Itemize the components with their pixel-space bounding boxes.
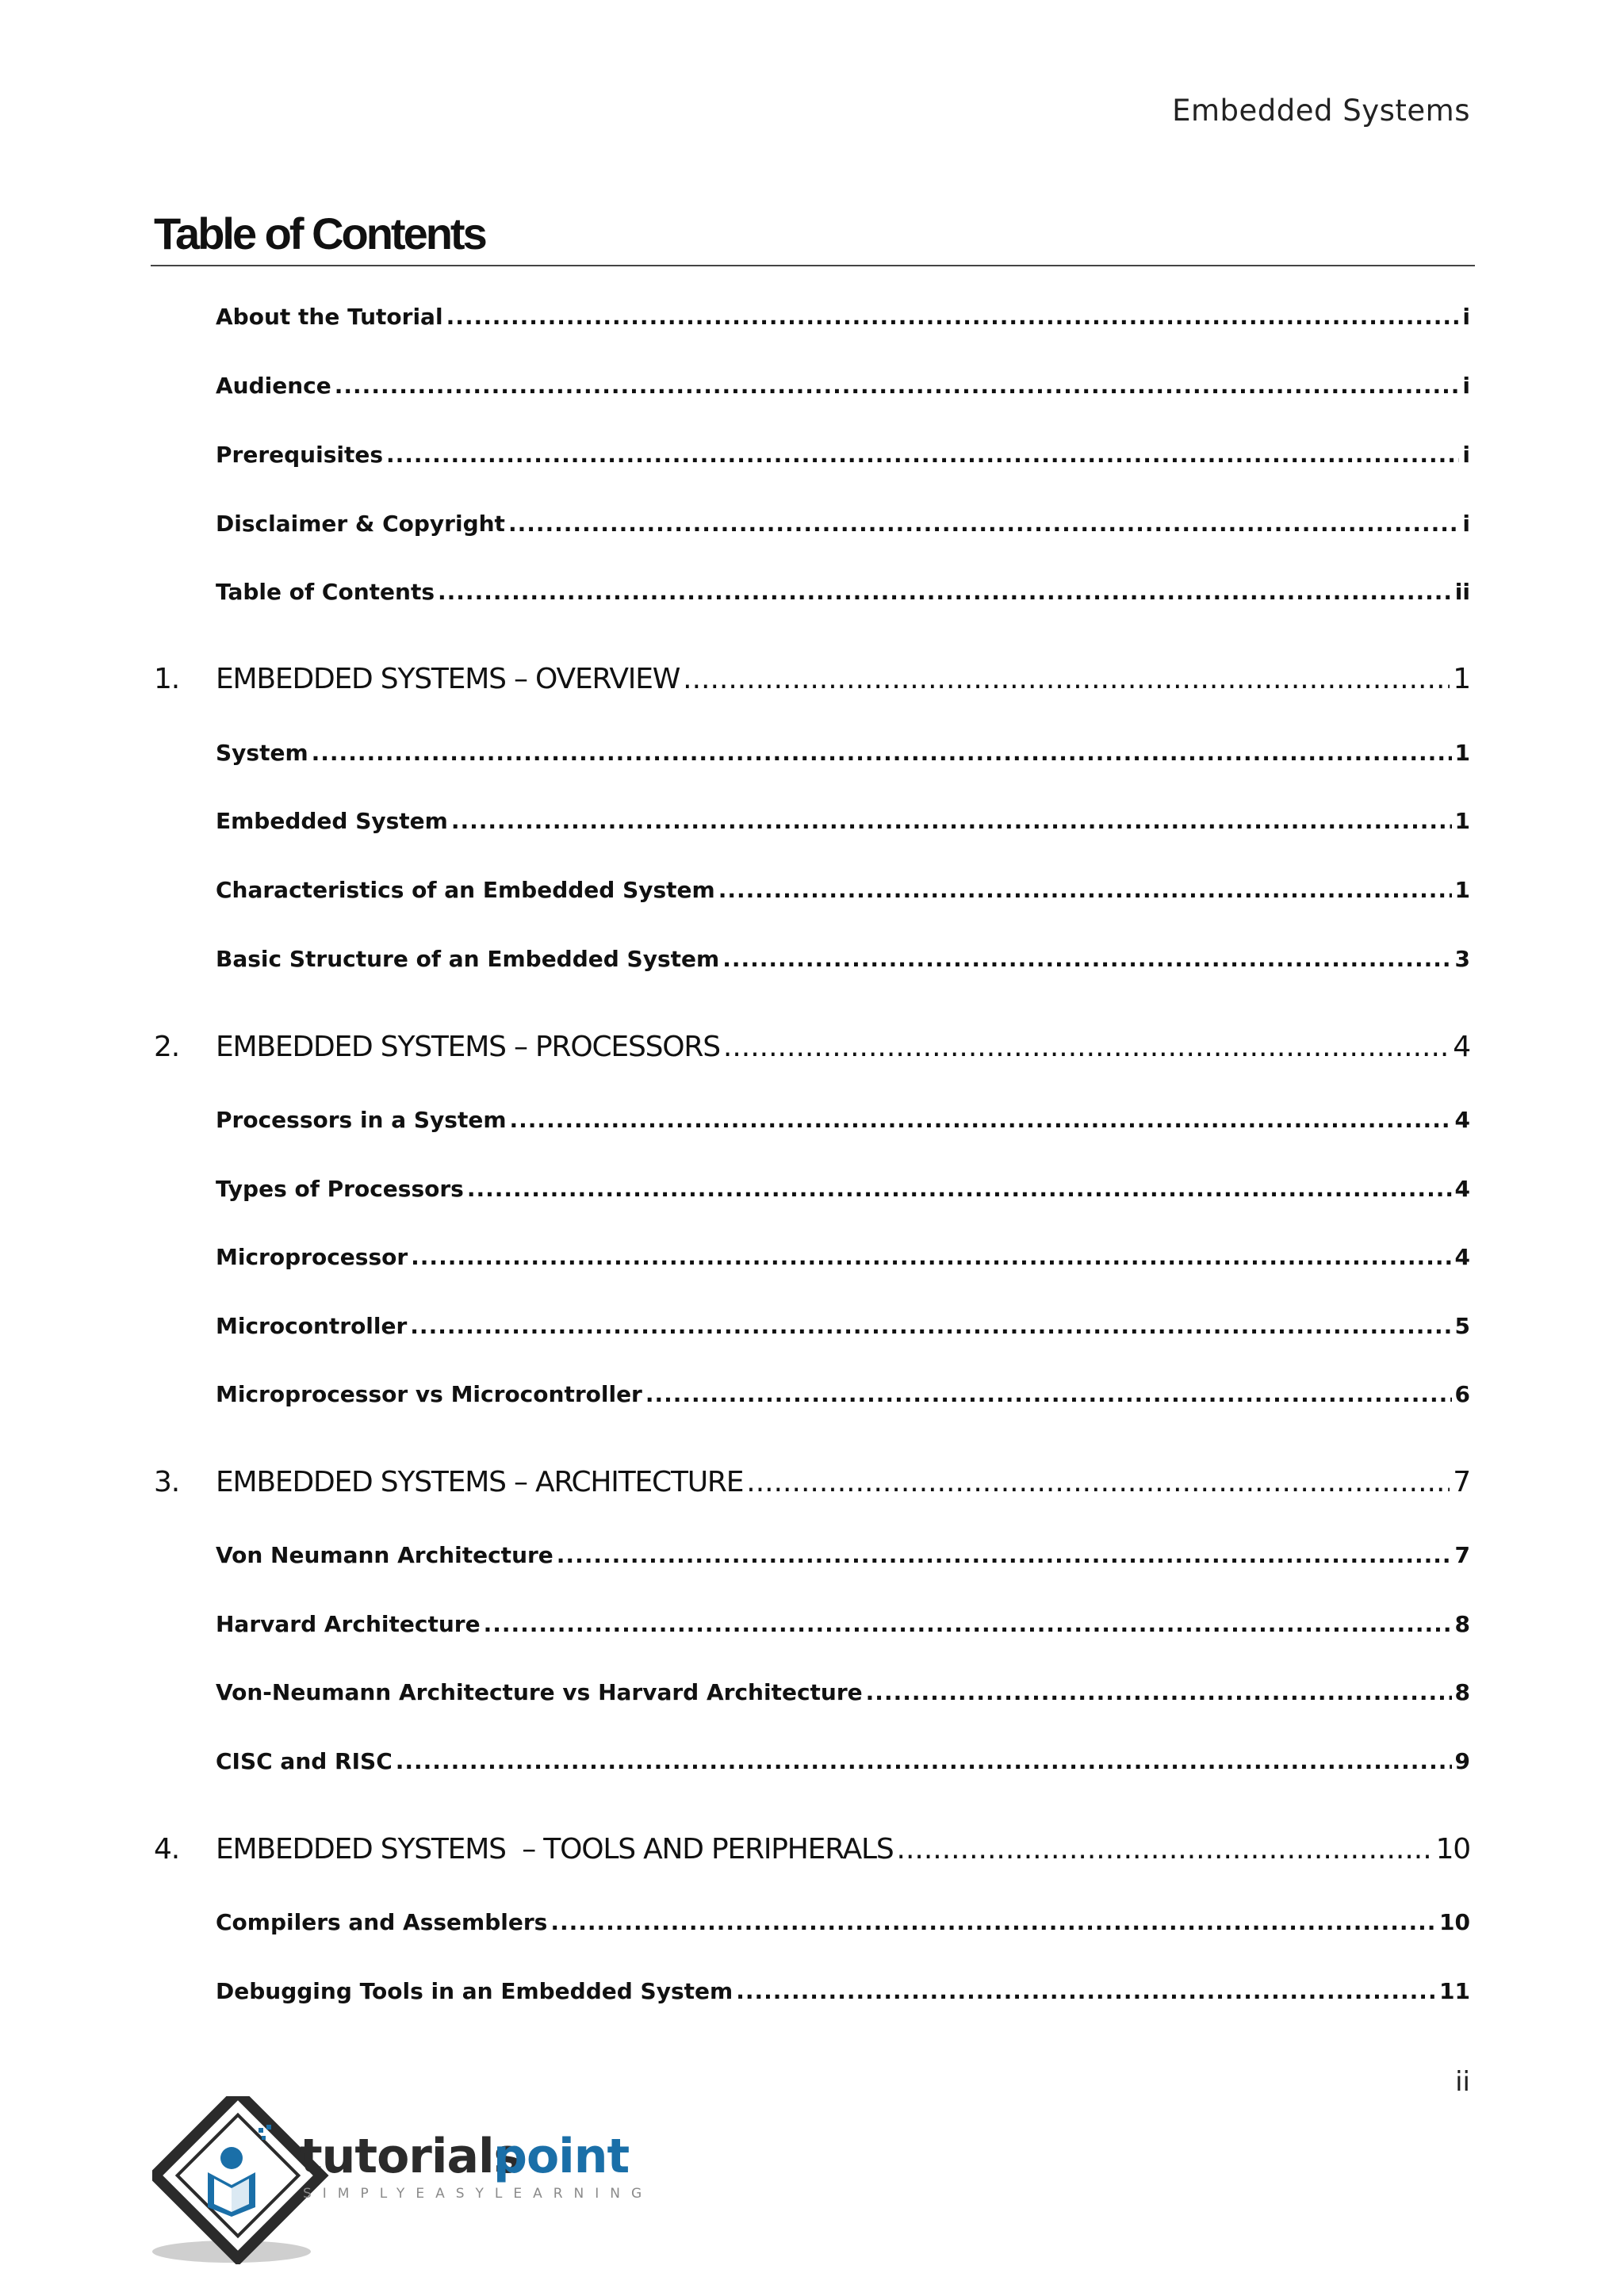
toc-entry-label: Microcontroller: [216, 1313, 408, 1339]
chapter-number: 1.: [154, 663, 179, 695]
toc-entry-system[interactable]: [216, 737, 1470, 769]
title-divider: [151, 265, 1475, 266]
chapter-title: EMBEDDED SYSTEMS – TOOLS AND PERIPHERALS: [216, 1833, 894, 1866]
tutorialspoint-logo: [152, 2096, 660, 2264]
toc-entry-page: 4: [1454, 1107, 1470, 1133]
toc-entry-characteristics[interactable]: [216, 874, 1470, 906]
toc-entry-table-of-contents[interactable]: [216, 576, 1470, 608]
toc-entry-label: Von Neumann Architecture: [216, 1542, 553, 1568]
dot-leader: [335, 370, 1460, 402]
toc-entry-label: Table of Contents: [216, 579, 435, 605]
dot-leader: [736, 1976, 1436, 2007]
dot-leader: [446, 301, 1460, 333]
toc-entry-von-neumann[interactable]: [216, 1540, 1470, 1571]
toc-entry-types-of-processors[interactable]: [216, 1173, 1470, 1205]
running-header: Embedded Systems: [1172, 94, 1470, 128]
toc-entry-page: 9: [1454, 1748, 1470, 1774]
chapter-page: 1: [1453, 663, 1470, 695]
chapter-title: EMBEDDED SYSTEMS – OVERVIEW: [216, 663, 680, 695]
toc-entry-label: Prerequisites: [216, 442, 383, 468]
toc-title: Table of Contents: [154, 209, 485, 258]
toc-entry-label: Harvard Architecture: [216, 1611, 481, 1637]
toc-entry-page: 8: [1454, 1611, 1470, 1637]
toc-chapter-4[interactable]: [154, 1830, 1470, 1869]
toc-entry-page: 4: [1454, 1176, 1470, 1202]
chapter-page: 4: [1453, 1031, 1470, 1063]
dot-leader: [718, 874, 1452, 906]
toc-entry-basic-structure[interactable]: [216, 943, 1470, 975]
toc-entry-disclaimer[interactable]: [216, 508, 1470, 540]
dot-leader: [722, 943, 1451, 975]
dot-leader: [386, 439, 1459, 471]
chapter-number: 2.: [154, 1031, 179, 1063]
toc-entry-page: 4: [1454, 1244, 1470, 1270]
toc-entry-label: System: [216, 740, 308, 766]
toc-entry-embedded-system[interactable]: [216, 806, 1470, 837]
toc-entry-label: Audience: [216, 373, 331, 399]
toc-entry-page: i: [1462, 304, 1470, 330]
toc-entry-microcontroller[interactable]: [216, 1311, 1470, 1342]
toc-entry-page: 10: [1439, 1909, 1470, 1935]
toc-chapter-3[interactable]: [154, 1463, 1470, 1502]
dot-leader: [467, 1173, 1452, 1205]
toc-entry-page: 3: [1454, 946, 1470, 972]
toc-entry-label: Compilers and Assemblers: [216, 1909, 548, 1935]
dot-leader: [411, 1242, 1451, 1273]
toc-entry-label: Von-Neumann Architecture vs Harvard Architecture: [216, 1679, 863, 1705]
logo-wordmark-part1: tutorials: [300, 2129, 522, 2184]
toc-entry-label: CISC and RISC: [216, 1748, 393, 1774]
dot-leader: [557, 1540, 1452, 1571]
page-number: ii: [1455, 2066, 1470, 2098]
dot-leader: [510, 1104, 1452, 1136]
toc-entry-page: 11: [1439, 1978, 1470, 2004]
toc-entry-microprocessor-vs-microcontroller[interactable]: [216, 1379, 1470, 1410]
toc-entry-debugging-tools[interactable]: [216, 1976, 1470, 2007]
toc-entry-label: Types of Processors: [216, 1176, 464, 1202]
toc-entry-prerequisites[interactable]: [216, 439, 1470, 471]
dot-leader: [866, 1677, 1452, 1709]
toc-entry-page: 1: [1454, 877, 1470, 903]
dot-leader: [723, 1027, 1450, 1067]
dot-leader: [484, 1609, 1452, 1640]
chapter-page: 7: [1453, 1466, 1470, 1498]
dot-leader: [438, 576, 1452, 608]
toc-entry-label: Microprocessor: [216, 1244, 408, 1270]
dot-leader: [312, 737, 1452, 769]
chapter-number: 4.: [154, 1833, 179, 1866]
toc-entry-page: i: [1462, 373, 1470, 399]
toc-entry-label: About the Tutorial: [216, 304, 443, 330]
toc-entry-audience[interactable]: [216, 370, 1470, 402]
toc-entry-cisc-risc[interactable]: [216, 1746, 1470, 1777]
chapter-title: EMBEDDED SYSTEMS – ARCHITECTURE: [216, 1466, 744, 1498]
toc-entry-von-neumann-vs-harvard[interactable]: [216, 1677, 1470, 1709]
chapter-title: EMBEDDED SYSTEMS – PROCESSORS: [216, 1031, 720, 1063]
dot-leader: [897, 1830, 1433, 1869]
toc-entry-label: Debugging Tools in an Embedded System: [216, 1978, 733, 2004]
toc-entry-page: i: [1462, 442, 1470, 468]
toc-entry-page: 5: [1454, 1313, 1470, 1339]
toc-entry-page: 1: [1454, 808, 1470, 834]
toc-entry-label: Processors in a System: [216, 1107, 507, 1133]
dot-leader: [550, 1907, 1436, 1938]
toc-entry-processors-in-system[interactable]: [216, 1104, 1470, 1136]
toc-entry-page: i: [1462, 511, 1470, 537]
toc-entry-about-tutorial[interactable]: [216, 301, 1470, 333]
toc-entry-page: 1: [1454, 740, 1470, 766]
chapter-number: 3.: [154, 1466, 179, 1498]
chapter-page: 10: [1435, 1833, 1470, 1866]
dot-leader: [746, 1463, 1450, 1502]
toc-entry-label: Microprocessor vs Microcontroller: [216, 1381, 642, 1407]
logo-tagline: SIMPLYEASYLEARNING: [303, 2186, 653, 2202]
toc-entry-page: 6: [1454, 1381, 1470, 1407]
toc-entry-label: Disclaimer & Copyright: [216, 511, 505, 537]
toc-entry-microprocessor[interactable]: [216, 1242, 1470, 1273]
dot-leader: [645, 1379, 1452, 1410]
toc-entry-page: 8: [1454, 1679, 1470, 1705]
toc-entry-compilers-assemblers[interactable]: [216, 1907, 1470, 1938]
toc-chapter-2[interactable]: [154, 1027, 1470, 1067]
toc-entry-page: ii: [1454, 579, 1470, 605]
toc-entry-label: Characteristics of an Embedded System: [216, 877, 715, 903]
toc-entry-harvard[interactable]: [216, 1609, 1470, 1640]
dot-leader: [683, 660, 1450, 699]
logo-graphic: [152, 2096, 660, 2264]
logo-wordmark-part2: point: [493, 2129, 630, 2184]
toc-entry-label: Embedded System: [216, 808, 448, 834]
dot-leader: [396, 1746, 1452, 1777]
toc-entry-page: 7: [1454, 1542, 1470, 1568]
dot-leader: [508, 508, 1459, 540]
toc-entry-label: Basic Structure of an Embedded System: [216, 946, 720, 972]
toc-chapter-1[interactable]: [154, 660, 1470, 699]
dot-leader: [451, 806, 1452, 837]
dot-leader: [410, 1311, 1451, 1342]
